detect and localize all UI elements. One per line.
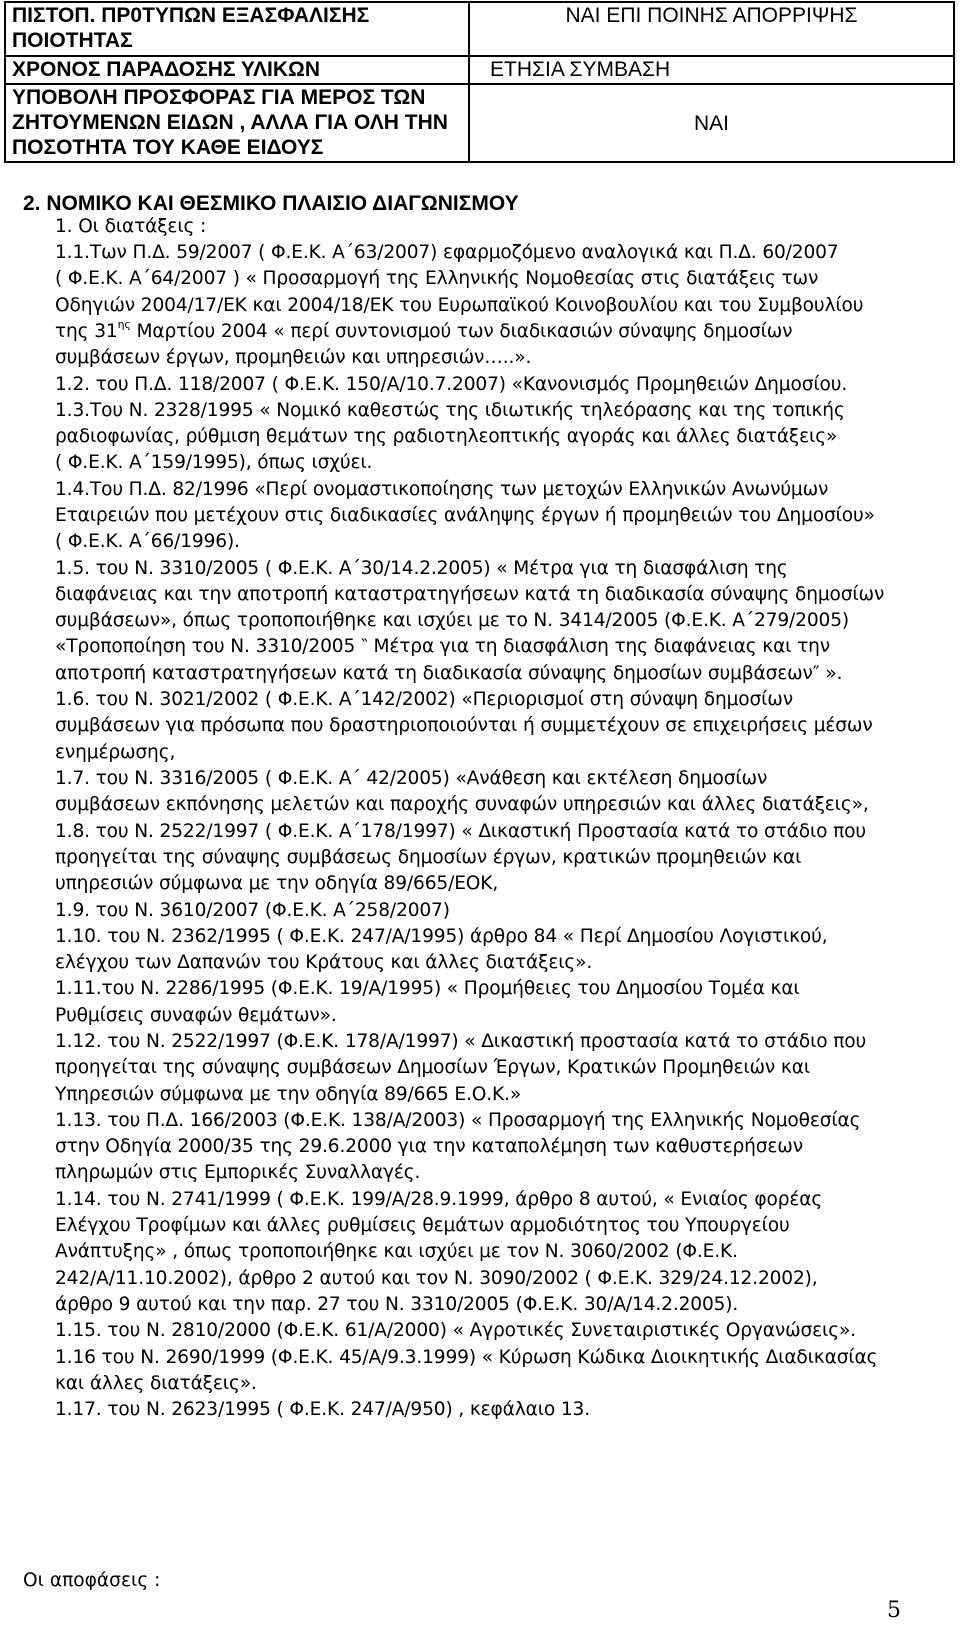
list-item <box>55 240 935 371</box>
list-item-line: 1.13. του Π.Δ. 166/2003 (Φ.Ε.Κ. 138/Α/2003) « Προσαρμογή της Ελληνικής Νομοθεσίας <box>55 1109 861 1131</box>
table-label-quality-certificates: ΠΙΣΤΟΠ. ΠΡ0ΤΥΠΩΝ ΕΞΑΣΦΑΛΙΣΗΣ ΠΟΙΟΤΗΤΑΣ <box>5 2 469 56</box>
list-item <box>55 687 935 766</box>
list-item-line: 1.6. του Ν. 3021/2002 ( Φ.Ε.Κ. Α΄142/2002) «Περιορισμοί στη σύναψη δημοσίων <box>55 689 793 711</box>
list-item-line: ενημέρωσης, <box>55 741 176 763</box>
list-item <box>55 1029 935 1108</box>
list-item <box>55 398 935 477</box>
list-item <box>55 976 935 1029</box>
list-item-line: 1.12. του Ν. 2522/1997 (Φ.Ε.Κ. 178/Α/1997) « Δικαστική προστασία κατά το στάδιο που <box>55 1031 867 1052</box>
list-item <box>55 766 935 819</box>
list-item-line: ραδιοφωνίας, ρύθμιση θεμάτων της ραδιοτηλεοπτικής αγοράς και άλλες διατάξεις» <box>55 426 838 448</box>
page-number: 5 <box>887 1598 901 1623</box>
list-item <box>55 1318 935 1344</box>
list-item <box>55 924 935 977</box>
table-row <box>5 2 954 56</box>
list-item-line: 1.11.του Ν. 2286/1995 (Φ.Ε.Κ. 19/Α/1995) « Προμήθειες του Δημοσίου Τομέα και <box>55 978 800 1000</box>
list-item-line: προηγείται της σύναψης συμβάσεων Δημοσίων Έργων, Κρατικών Προμηθειών και <box>55 1057 810 1079</box>
list-item <box>55 1345 935 1398</box>
list-item-line: Εταιρειών που μετέχουν στις διαδικασίες ανάληψης έργων ή προμηθειών του Δημοσίου» <box>55 504 875 526</box>
list-item-line: 1.8. του Ν. 2522/1997 ( Φ.Ε.Κ. Α΄178/1997) « Δικαστική Προστασία κατά το στάδιο που <box>55 820 867 842</box>
list-item-line: 1.14. του Ν. 2741/1999 ( Φ.Ε.Κ. 199/Α/28.9.1999, άρθρο 8 αυτού, « Ενιαίος φορέας <box>55 1188 823 1210</box>
list-item-line: Ανάπτυξης» , όπως τροποποιήθηκε και ισχύει με τον Ν. 3060/2002 (Φ.Ε.Κ. <box>55 1241 738 1263</box>
list-item-line: 1.15. του Ν. 2810/2000 (Φ.Ε.Κ. 61/Α/2000) « Αγροτικές Συνεταιριστικές Οργανώσεις». <box>55 1320 856 1342</box>
list-item <box>55 819 935 898</box>
section-heading: 2. ΝΟΜΙΚΟ ΚΑΙ ΘΕΣΜΙΚΟ ΠΛΑΙΣΙΟ ΔΙΑΓΩΝΙΣΜΟΥ <box>23 192 519 215</box>
table-value-quality-certificates: ΝΑΙ ΕΠΙ ΠΟΙΝΗΣ ΑΠΟΡΡΙΨΗΣ <box>469 2 954 56</box>
table-label-partial-offer: ΥΠΟΒΟΛΗ ΠΡΟΣΦΟΡΑΣ ΓΙΑ ΜΕΡΟΣ ΤΩΝ ΖΗΤΟΥΜΕΝΩΝ ΕΙΔΩΝ , ΑΛΛΑ ΓΙΑ ΟΛΗ ΤΗΝ ΠΟΣΟΤΗΤΑ ΤΟΥ ΚΑΘΕ ΕΙΔΟΥΣ <box>5 84 469 162</box>
list-item <box>55 556 935 687</box>
list-item-line: ελέγχου των Δαπανών του Κράτους και άλλες διατάξεις». <box>55 952 593 974</box>
requirements-table <box>4 1 955 163</box>
list-item-line: Οδηγιών 2004/17/ΕΚ και 2004/18/ΕΚ του Ευρωπαϊκού Κοινοβουλίου και του Συμβουλίου <box>55 294 864 316</box>
list-item-line: 1.10. του Ν. 2362/1995 ( Φ.Ε.Κ. 247/Α/1995) άρθρο 84 « Περί Δημοσίου Λογιστικού, <box>55 925 828 947</box>
list-item-line: Ελέγχου Τροφίμων και άλλες ρυθμίσεις θεμάτων αρμοδιότητος του Υπουργείου <box>55 1215 790 1237</box>
list-item-line: «Τροποποίηση του Ν. 3310/2005 ‶ Μέτρα για τη διασφάλιση της διαφάνειας και την <box>55 636 831 658</box>
list-item-line: άρθρο 9 αυτού και την παρ. 27 του Ν. 3310/2005 (Φ.Ε.Κ. 30/Α/14.2.2005). <box>55 1293 739 1315</box>
list-item-line: υπηρεσιών σύμφωνα με την οδηγία 89/665/ΕΟΚ, <box>55 873 499 895</box>
table-row <box>5 56 954 84</box>
list-item-line: 1.16 του Ν. 2690/1999 (Φ.Ε.Κ. 45/Α/9.3.1999) « Κύρωση Κώδικα Διοικητικής Διαδικασίας <box>55 1346 878 1368</box>
list-item-line: 1.4.Του Π.Δ. 82/1996 «Περί ονομαστικοποίησης των μετοχών Ελληνικών Ανωνύμων <box>55 478 829 500</box>
list-item-line: Ρυθμίσεις συναφών θεμάτων». <box>55 1004 337 1026</box>
list-item-line: 1.9. του Ν. 3610/2007 (Φ.Ε.Κ. Α΄258/2007) <box>55 899 450 921</box>
list-item-line: στην Οδηγία 2000/35 της 29.6.2000 για την καταπολέμηση των καθυστερήσεων <box>55 1136 803 1158</box>
list-item-line: 1.17. του Ν. 2623/1995 ( Φ.Ε.Κ. 247/Α/950) , κεφάλαιο 13. <box>55 1399 590 1421</box>
list-item-line: πληρωμών στις Εμπορικές Συναλλαγές. <box>55 1162 421 1184</box>
list-item-line: ( Φ.Ε.Κ. Α΄64/2007 ) « Προσαρμογή της Ελληνικής Νομοθεσίας στις διατάξεις των <box>55 268 819 290</box>
list-item-line: αποτροπή καταστρατηγήσεων κατά τη διαδικασία σύναψης δημοσίων συμβάσεων″ ». <box>55 662 843 684</box>
list-item-line: 1.2. του Π.Δ. 118/2007 ( Φ.Ε.Κ. 150/Α/10.7.2007) «Κανονισμός Προμηθειών Δημοσίου. <box>55 373 848 395</box>
list-item <box>55 1108 935 1187</box>
list-item-line: 242/Α/11.10.2002), άρθρο 2 αυτού και τον Ν. 3090/2002 ( Φ.Ε.Κ. 329/24.12.2002), <box>55 1267 818 1289</box>
list-item-line: προηγείται της σύναψης συμβάσεως δημοσίων έργων, κρατικών προμηθειών και <box>55 846 802 868</box>
list-item <box>55 372 935 398</box>
intro-text: 1. Οι διατάξεις : <box>55 216 207 237</box>
list-item <box>55 477 935 556</box>
table-label-delivery-time: ΧΡΟΝΟΣ ΠΑΡΑΔΟΣΗΣ ΥΛΙΚΩΝ <box>5 56 469 84</box>
decisions-label: Οι αποφάσεις : <box>23 1570 161 1591</box>
table-value-delivery-time: ΕΤΗΣΙΑ ΣΥΜΒΑΣΗ <box>469 56 954 84</box>
intro-line <box>55 214 935 240</box>
list-item <box>55 1397 935 1423</box>
list-item-line: Υπηρεσιών σύμφωνα με την οδηγία 89/665 Ε.Ο.Κ.» <box>55 1083 522 1105</box>
table-value-partial-offer: ΝΑΙ <box>469 84 954 162</box>
list-item-line: της $31^{\eta\varsigma}$ Μαρτίου 2004 « περί συντονισμού των διαδικασιών σύναψης δημοσίων <box>55 317 793 342</box>
list-item-line: 1.5. του Ν. 3310/2005 ( Φ.Ε.Κ. Α΄30/14.2.2005) « Μέτρα για τη διασφάλιση της <box>55 557 788 579</box>
table-row <box>5 84 954 162</box>
list-item-line: ( Φ.Ε.Κ. Α΄66/1996). <box>55 531 240 553</box>
list-item-line: 1.1.Των Π.Δ. 59/2007 ( Φ.Ε.Κ. Α΄63/2007) εφαρμοζόμενο αναλογικά και Π.Δ. 60/2007 <box>55 242 839 263</box>
list-item-line: 1.3.Του Ν. 2328/1995 « Νομικό καθεστώς της ιδιωτικής τηλεόρασης και της τοπικής <box>55 399 845 421</box>
list-item-line: συμβάσεων», όπως τροποποιήθηκε και ισχύει με το Ν. 3414/2005 (Φ.Ε.Κ. Α΄279/2005) <box>55 610 849 632</box>
list-item-line: και άλλες διατάξεις». <box>55 1372 257 1394</box>
list-item-line: ( Φ.Ε.Κ. Α΄159/1995), όπως ισχύει. <box>55 452 373 474</box>
list-item-line: συμβάσεων για πρόσωπα που δραστηριοποιούνται ή συμμετέχουν σε επιχειρήσεις μέσων <box>55 715 873 737</box>
list-item <box>55 1187 935 1318</box>
list-item-line: διαφάνειας και την αποτροπή καταστρατηγήσεων κατά τη διαδικασία σύναψης δημοσίων <box>55 583 885 605</box>
list-item-line: 1.7. του Ν. 3316/2005 ( Φ.Ε.Κ. Α΄ 42/2005) «Ανάθεση και εκτέλεση δημοσίων <box>55 768 768 789</box>
list-item <box>55 898 935 924</box>
list-item-line: συμβάσεων εκπόνησης μελετών και παροχής συναφών υπηρεσιών και άλλες διατάξεις», <box>55 794 869 816</box>
list-item-line: συμβάσεων έργων, προμηθειών και υπηρεσιών…..». <box>55 347 532 369</box>
